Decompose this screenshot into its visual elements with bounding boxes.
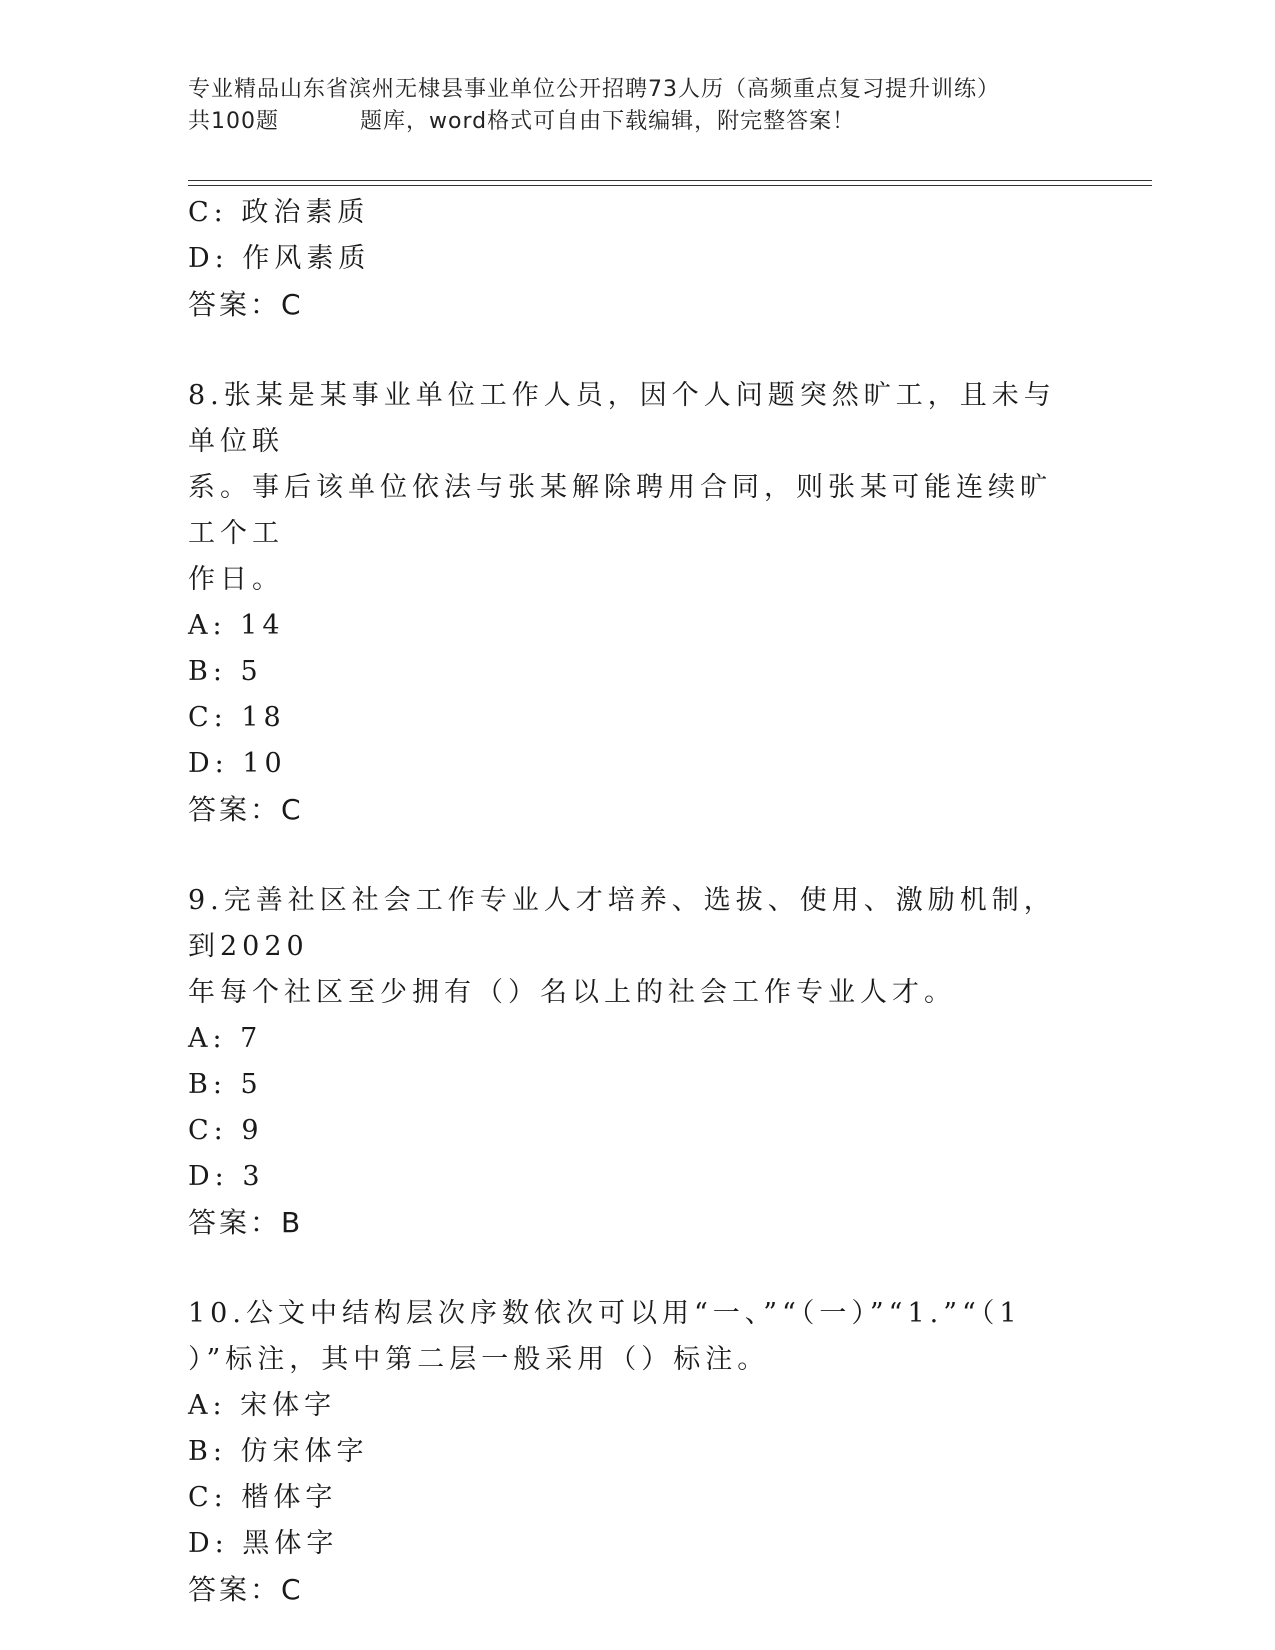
question-block-10 (188, 1291, 1068, 1613)
answer-line: 答案：C (188, 1573, 304, 1606)
option-c: C: 楷体字 (188, 1482, 338, 1513)
header-title-line1: 专业精品山东省滨州无棣县事业单位公开招聘73人历（高频重点复习提升训练） (188, 77, 1000, 102)
question-text-line: 9.完善社区社会工作专业人才培养、选拔、使用、激励机制，到2020 (188, 885, 1056, 962)
question-text (188, 373, 1068, 603)
question-text-line: 年每个社区至少拥有（）名以上的社会工作专业人才。 (188, 977, 956, 1008)
question-block-8 (188, 373, 1068, 833)
header-description: 题库，word格式可自由下载编辑，附完整答案！ (360, 109, 856, 134)
header-divider-bottom (188, 185, 1152, 186)
header-divider-top (188, 180, 1152, 181)
option-a: A: 14 (188, 610, 285, 641)
option-d: D: 10 (188, 748, 287, 779)
option-a: A: 宋体字 (188, 1390, 337, 1421)
option-d: D: 3 (188, 1161, 265, 1192)
question-text-line: 系。事后该单位依法与张某解除聘用合同，则张某可能连续旷工个工 (188, 472, 1052, 549)
question-text-line: 10.公文中结构层次序数依次可以用“一、”“（一）”“1.”“（1 (188, 1298, 1022, 1329)
question-block-prev (188, 190, 1068, 328)
page-header (188, 74, 1148, 138)
answer-line: 答案：C (188, 288, 304, 321)
option-c: C: 政治素质 (188, 197, 370, 228)
option-b: B: 仿宋体字 (188, 1436, 369, 1467)
option-b: B: 5 (188, 656, 263, 687)
option-c: C: 18 (188, 702, 286, 733)
header-title-line2 (188, 106, 1148, 138)
question-text-line: 作日。 (188, 564, 284, 595)
question-text-line: 8.张某是某事业单位工作人员，因个人问题突然旷工，且未与单位联 (188, 380, 1056, 457)
document-body (188, 190, 1068, 1613)
option-c: C: 9 (188, 1115, 264, 1146)
option-d: D: 作风素质 (188, 243, 371, 274)
answer-line: 答案：C (188, 793, 304, 826)
option-b: B: 5 (188, 1069, 263, 1100)
header-question-count: 共100题 (188, 109, 279, 134)
question-block-9 (188, 878, 1068, 1246)
option-a: A: 7 (188, 1023, 263, 1054)
question-text (188, 878, 1068, 1016)
option-d: D: 黑体字 (188, 1528, 339, 1559)
answer-line: 答案：B (188, 1206, 304, 1239)
question-text (188, 1291, 1068, 1383)
question-text-line: ）”标注，其中第二层一般采用（）标注。 (188, 1344, 770, 1375)
